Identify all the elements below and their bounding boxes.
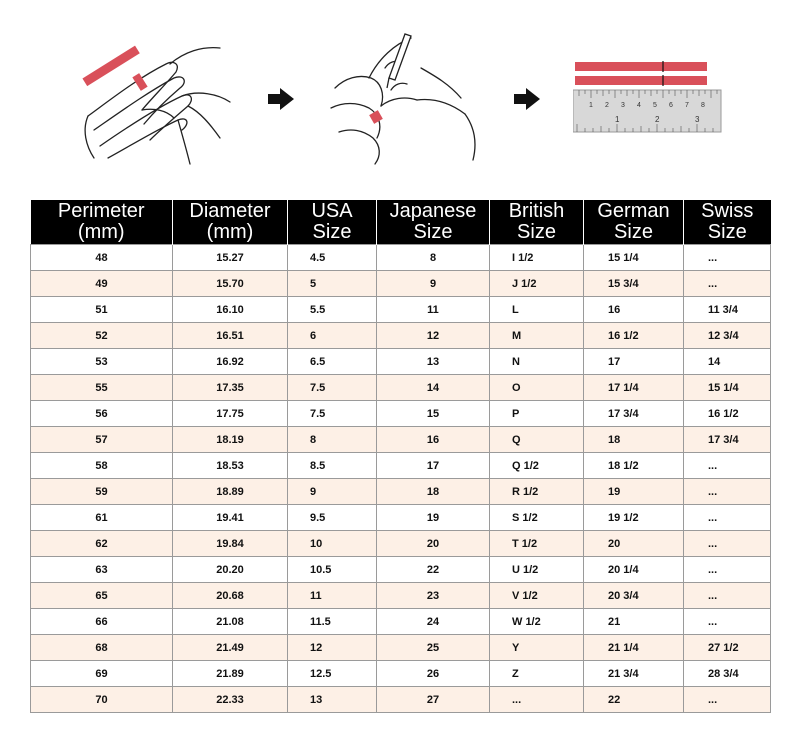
table-row	[31, 401, 771, 427]
perimeter-cell: 57	[31, 427, 173, 453]
diameter-cell: 21.49	[173, 635, 288, 661]
usa-size-cell: 12.5	[288, 661, 377, 687]
british-size-cell: Q 1/2	[490, 453, 584, 479]
british-size-cell: P	[490, 401, 584, 427]
table-row	[31, 583, 771, 609]
instruction-steps	[0, 0, 800, 185]
table-row	[31, 687, 771, 713]
swiss-size-cell: 14	[684, 349, 771, 375]
british-size-cell: S 1/2	[490, 505, 584, 531]
table-row	[31, 245, 771, 271]
table-row	[31, 661, 771, 687]
swiss-size-cell: 12 3/4	[684, 323, 771, 349]
perimeter-cell: 65	[31, 583, 173, 609]
hand-wrap-strip-icon	[70, 38, 235, 168]
table-row	[31, 479, 771, 505]
japanese-size-cell: 20	[377, 531, 490, 557]
german-size-cell: 20 1/4	[584, 557, 684, 583]
column-header-perimeter: Perimeter (mm)	[31, 200, 173, 245]
perimeter-cell: 56	[31, 401, 173, 427]
diameter-cell: 18.53	[173, 453, 288, 479]
german-size-cell: 21 3/4	[584, 661, 684, 687]
diameter-cell: 16.92	[173, 349, 288, 375]
japanese-size-cell: 9	[377, 271, 490, 297]
usa-size-cell: 10	[288, 531, 377, 557]
japanese-size-cell: 27	[377, 687, 490, 713]
table-row	[31, 557, 771, 583]
diameter-cell: 15.27	[173, 245, 288, 271]
usa-size-cell: 4.5	[288, 245, 377, 271]
japanese-size-cell: 23	[377, 583, 490, 609]
perimeter-cell: 52	[31, 323, 173, 349]
japanese-size-cell: 14	[377, 375, 490, 401]
ruler-bottom-number: 1	[615, 115, 620, 124]
perimeter-cell: 51	[31, 297, 173, 323]
usa-size-cell: 9.5	[288, 505, 377, 531]
diameter-cell: 19.84	[173, 531, 288, 557]
german-size-cell: 17 3/4	[584, 401, 684, 427]
german-size-cell: 18	[584, 427, 684, 453]
japanese-size-cell: 24	[377, 609, 490, 635]
perimeter-cell: 48	[31, 245, 173, 271]
german-size-cell: 17 1/4	[584, 375, 684, 401]
ruler-top-number: 7	[685, 102, 689, 109]
british-size-cell: T 1/2	[490, 531, 584, 557]
hand-mark-pen-icon	[325, 28, 485, 168]
diameter-cell: 21.89	[173, 661, 288, 687]
right-arrow-icon	[514, 88, 540, 110]
ruler-bottom-number: 2	[655, 115, 660, 124]
german-size-cell: 19 1/2	[584, 505, 684, 531]
british-size-cell: ...	[490, 687, 584, 713]
ruler-top-number: 8	[701, 102, 705, 109]
column-header-british-size: British Size	[490, 200, 584, 245]
british-size-cell: L	[490, 297, 584, 323]
table-row	[31, 609, 771, 635]
british-size-cell: Q	[490, 427, 584, 453]
british-size-cell: W 1/2	[490, 609, 584, 635]
german-size-cell: 19	[584, 479, 684, 505]
swiss-size-cell: ...	[684, 453, 771, 479]
ring-size-table	[30, 200, 771, 713]
perimeter-cell: 68	[31, 635, 173, 661]
british-size-cell: Y	[490, 635, 584, 661]
ruler-measure-icon	[573, 58, 723, 138]
perimeter-cell: 58	[31, 453, 173, 479]
swiss-size-cell: 27 1/2	[684, 635, 771, 661]
table-row	[31, 271, 771, 297]
table-row	[31, 453, 771, 479]
swiss-size-cell: 15 1/4	[684, 375, 771, 401]
german-size-cell: 22	[584, 687, 684, 713]
usa-size-cell: 13	[288, 687, 377, 713]
german-size-cell: 15 3/4	[584, 271, 684, 297]
diameter-cell: 22.33	[173, 687, 288, 713]
column-header-japanese-size: Japanese Size	[377, 200, 490, 245]
perimeter-cell: 59	[31, 479, 173, 505]
japanese-size-cell: 15	[377, 401, 490, 427]
usa-size-cell: 11.5	[288, 609, 377, 635]
diameter-cell: 20.20	[173, 557, 288, 583]
japanese-size-cell: 19	[377, 505, 490, 531]
perimeter-cell: 62	[31, 531, 173, 557]
diameter-cell: 16.51	[173, 323, 288, 349]
british-size-cell: R 1/2	[490, 479, 584, 505]
perimeter-cell: 61	[31, 505, 173, 531]
usa-size-cell: 7.5	[288, 401, 377, 427]
usa-size-cell: 8	[288, 427, 377, 453]
table-row	[31, 349, 771, 375]
british-size-cell: V 1/2	[490, 583, 584, 609]
ruler-top-number: 5	[653, 102, 657, 109]
swiss-size-cell: ...	[684, 505, 771, 531]
table-header-row	[31, 200, 771, 245]
japanese-size-cell: 18	[377, 479, 490, 505]
perimeter-cell: 69	[31, 661, 173, 687]
british-size-cell: Z	[490, 661, 584, 687]
german-size-cell: 16 1/2	[584, 323, 684, 349]
swiss-size-cell: ...	[684, 583, 771, 609]
column-header-diameter: Diameter (mm)	[173, 200, 288, 245]
diameter-cell: 16.10	[173, 297, 288, 323]
japanese-size-cell: 13	[377, 349, 490, 375]
table-row	[31, 635, 771, 661]
table-row	[31, 323, 771, 349]
british-size-cell: I 1/2	[490, 245, 584, 271]
german-size-cell: 16	[584, 297, 684, 323]
diameter-cell: 21.08	[173, 609, 288, 635]
usa-size-cell: 5	[288, 271, 377, 297]
usa-size-cell: 6	[288, 323, 377, 349]
swiss-size-cell: 28 3/4	[684, 661, 771, 687]
ruler-top-number: 6	[669, 102, 673, 109]
diameter-cell: 18.19	[173, 427, 288, 453]
japanese-size-cell: 25	[377, 635, 490, 661]
german-size-cell: 18 1/2	[584, 453, 684, 479]
swiss-size-cell: ...	[684, 245, 771, 271]
right-arrow-icon	[268, 88, 294, 110]
table-row	[31, 297, 771, 323]
swiss-size-cell: ...	[684, 531, 771, 557]
column-header-swiss-size: Swiss Size	[684, 200, 771, 245]
table-row	[31, 505, 771, 531]
perimeter-cell: 49	[31, 271, 173, 297]
diameter-cell: 17.75	[173, 401, 288, 427]
diameter-cell: 18.89	[173, 479, 288, 505]
japanese-size-cell: 12	[377, 323, 490, 349]
swiss-size-cell: 16 1/2	[684, 401, 771, 427]
swiss-size-cell: 11 3/4	[684, 297, 771, 323]
swiss-size-cell: ...	[684, 271, 771, 297]
table-row	[31, 427, 771, 453]
japanese-size-cell: 26	[377, 661, 490, 687]
usa-size-cell: 12	[288, 635, 377, 661]
diameter-cell: 15.70	[173, 271, 288, 297]
british-size-cell: O	[490, 375, 584, 401]
swiss-size-cell: ...	[684, 557, 771, 583]
ruler-top-number: 2	[605, 102, 609, 109]
diameter-cell: 19.41	[173, 505, 288, 531]
german-size-cell: 20 3/4	[584, 583, 684, 609]
japanese-size-cell: 8	[377, 245, 490, 271]
swiss-size-cell: ...	[684, 687, 771, 713]
perimeter-cell: 55	[31, 375, 173, 401]
swiss-size-cell: 17 3/4	[684, 427, 771, 453]
japanese-size-cell: 16	[377, 427, 490, 453]
table-row	[31, 375, 771, 401]
german-size-cell: 21	[584, 609, 684, 635]
perimeter-cell: 70	[31, 687, 173, 713]
usa-size-cell: 9	[288, 479, 377, 505]
german-size-cell: 20	[584, 531, 684, 557]
usa-size-cell: 5.5	[288, 297, 377, 323]
usa-size-cell: 10.5	[288, 557, 377, 583]
ruler-top-number: 3	[621, 102, 625, 109]
swiss-size-cell: ...	[684, 479, 771, 505]
perimeter-cell: 66	[31, 609, 173, 635]
german-size-cell: 15 1/4	[584, 245, 684, 271]
japanese-size-cell: 17	[377, 453, 490, 479]
column-header-german-size: German Size	[584, 200, 684, 245]
usa-size-cell: 11	[288, 583, 377, 609]
german-size-cell: 17	[584, 349, 684, 375]
british-size-cell: M	[490, 323, 584, 349]
swiss-size-cell: ...	[684, 609, 771, 635]
british-size-cell: N	[490, 349, 584, 375]
perimeter-cell: 53	[31, 349, 173, 375]
usa-size-cell: 8.5	[288, 453, 377, 479]
british-size-cell: U 1/2	[490, 557, 584, 583]
diameter-cell: 20.68	[173, 583, 288, 609]
british-size-cell: J 1/2	[490, 271, 584, 297]
perimeter-cell: 63	[31, 557, 173, 583]
ruler-top-number: 4	[637, 102, 641, 109]
ruler-top-number: 1	[589, 102, 593, 109]
ruler-bottom-number: 3	[695, 115, 700, 124]
japanese-size-cell: 11	[377, 297, 490, 323]
column-header-usa-size: USA Size	[288, 200, 377, 245]
german-size-cell: 21 1/4	[584, 635, 684, 661]
table-body	[31, 245, 771, 713]
usa-size-cell: 6.5	[288, 349, 377, 375]
diameter-cell: 17.35	[173, 375, 288, 401]
usa-size-cell: 7.5	[288, 375, 377, 401]
japanese-size-cell: 22	[377, 557, 490, 583]
table-row	[31, 531, 771, 557]
